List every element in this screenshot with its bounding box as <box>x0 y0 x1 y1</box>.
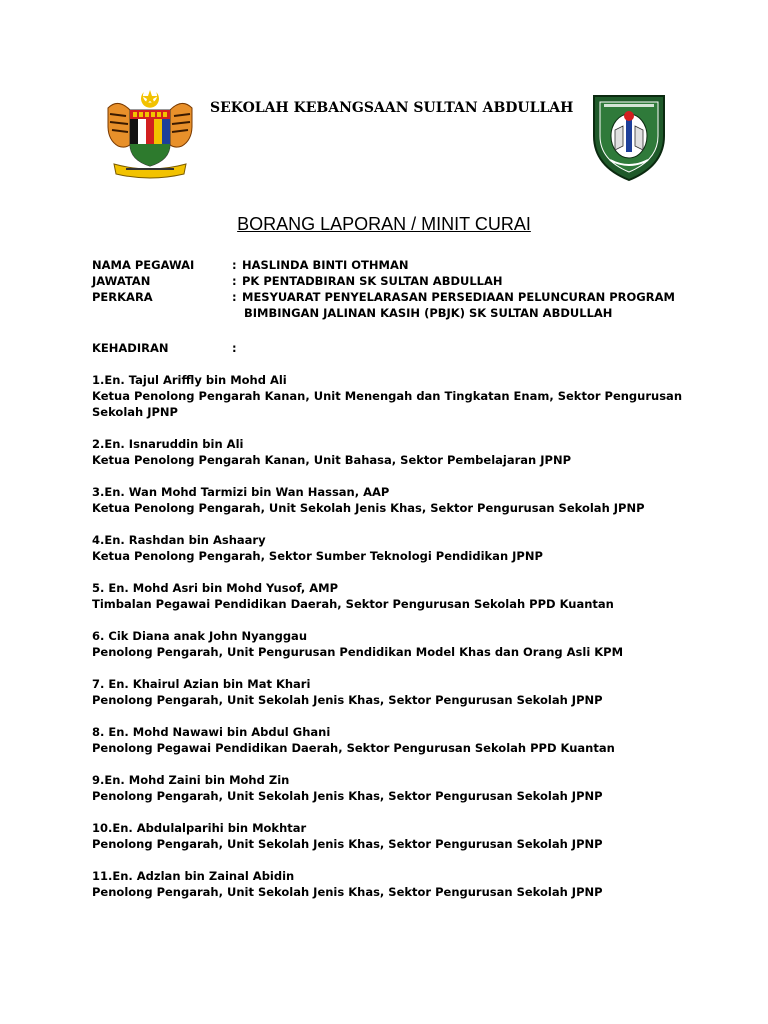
list-item <box>92 868 692 900</box>
colon: : <box>232 274 237 288</box>
colon: : <box>232 258 237 272</box>
list-item <box>92 676 692 708</box>
attendee-name: 8. En. Mohd Nawawi bin Abdul Ghani <box>92 725 331 739</box>
matter-row <box>92 289 692 321</box>
list-item <box>92 724 692 756</box>
list-item <box>92 772 692 804</box>
attendee-list <box>92 372 692 916</box>
document-title: BORANG LAPORAN / MINIT CURAI <box>237 214 531 234</box>
attendee-role: Penolong Pengarah, Unit Sekolah Jenis Khas, Sektor Pengurusan Sekolah JPNP <box>92 789 603 803</box>
name-row <box>92 257 692 273</box>
school-crest-icon <box>590 90 668 182</box>
attendee-name: 9.En. Mohd Zaini bin Mohd Zin <box>92 773 290 787</box>
attendee-name: 7. En. Khairul Azian bin Mat Khari <box>92 677 311 691</box>
attendee-name: 2.En. Isnaruddin bin Ali <box>92 437 244 451</box>
list-item <box>92 484 692 516</box>
attendee-role: Penolong Pengarah, Unit Pengurusan Pendidikan Model Khas dan Orang Asli KPM <box>92 645 624 659</box>
name-label: NAMA PEGAWAI <box>92 258 195 272</box>
list-item <box>92 628 692 660</box>
list-item <box>92 580 692 612</box>
attendee-name: 1.En. Tajul Ariffly bin Mohd Ali <box>92 373 287 387</box>
colon: : <box>232 341 237 355</box>
attendance-label: KEHADIRAN <box>92 341 169 355</box>
attendee-role: Ketua Penolong Pengarah Kanan, Unit Bahasa, Sektor Pembelajaran JPNP <box>92 453 571 467</box>
list-item <box>92 532 692 564</box>
malaysia-coat-of-arms-icon <box>100 88 200 182</box>
attendee-role: Ketua Penolong Pengarah Kanan, Unit Menengah dan Tingkatan Enam, Sektor Pengurusan Sekolah JPNP <box>92 389 683 419</box>
attendee-name: 3.En. Wan Mohd Tarmizi bin Wan Hassan, AAP <box>92 485 390 499</box>
attendee-role: Penolong Pengarah, Unit Sekolah Jenis Khas, Sektor Pengurusan Sekolah JPNP <box>92 837 603 851</box>
list-item <box>92 436 692 468</box>
list-item <box>92 820 692 852</box>
attendee-role: Penolong Pengarah, Unit Sekolah Jenis Khas, Sektor Pengurusan Sekolah JPNP <box>92 885 603 899</box>
matter-value-line1: MESYUARAT PENYELARASAN PERSEDIAAN PELUNCURAN PROGRAM <box>242 290 675 304</box>
name-value: HASLINDA BINTI OTHMAN <box>242 258 409 272</box>
position-label: JAWATAN <box>92 274 151 288</box>
attendee-name: 10.En. Abdulalparihi bin Mokhtar <box>92 821 307 835</box>
matter-label: PERKARA <box>92 290 153 304</box>
attendee-role: Timbalan Pegawai Pendidikan Daerah, Sektor Pengurusan Sekolah PPD Kuantan <box>92 597 614 611</box>
list-item <box>92 372 692 420</box>
attendee-role: Ketua Penolong Pengarah, Unit Sekolah Jenis Khas, Sektor Pengurusan Sekolah JPNP <box>92 501 645 515</box>
attendee-name: 6. Cik Diana anak John Nyanggau <box>92 629 308 643</box>
position-row <box>92 273 692 289</box>
matter-value-line2: BIMBINGAN JALINAN KASIH (PBJK) SK SULTAN ABDULLAH <box>244 306 613 320</box>
attendee-name: 5. En. Mohd Asri bin Mohd Yusof, AMP <box>92 581 338 595</box>
officer-details <box>92 257 692 321</box>
attendee-name: 4.En. Rashdan bin Ashaary <box>92 533 266 547</box>
attendee-name: 11.En. Adzlan bin Zainal Abidin <box>92 869 295 883</box>
attendee-role: Penolong Pengarah, Unit Sekolah Jenis Khas, Sektor Pengurusan Sekolah JPNP <box>92 693 603 707</box>
position-value: PK PENTADBIRAN SK SULTAN ABDULLAH <box>242 274 503 288</box>
colon: : <box>232 290 237 304</box>
attendee-role: Penolong Pegawai Pendidikan Daerah, Sektor Pengurusan Sekolah PPD Kuantan <box>92 741 615 755</box>
school-name: SEKOLAH KEBANGSAAN SULTAN ABDULLAH <box>210 100 574 116</box>
attendee-role: Ketua Penolong Pengarah, Sektor Sumber Teknologi Pendidikan JPNP <box>92 549 543 563</box>
